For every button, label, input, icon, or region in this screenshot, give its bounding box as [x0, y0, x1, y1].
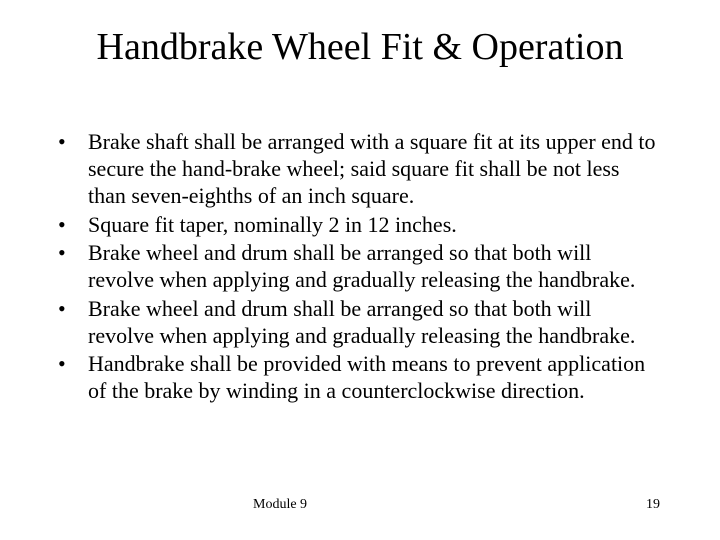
bullet-text: Handbrake shall be provided with means to prevent application of the brake by winding in a counterclockwise direction.	[88, 351, 646, 403]
bullet-marker: •	[58, 129, 66, 154]
bullet-text: Brake wheel and drum shall be arranged so that both will revolve when applying and gradually releasing the handbrake.	[88, 295, 636, 348]
bullet-item	[58, 350, 658, 404]
slide-title: Handbrake Wheel Fit & Operation	[96, 26, 624, 68]
bullet-item	[58, 128, 658, 209]
bullet-item	[58, 211, 658, 238]
bullet-marker: •	[58, 240, 66, 265]
bullet-text: Brake wheel and drum shall be arranged so that both will revolve when applying and gradually releasing the handbrake.	[88, 240, 636, 292]
footer-page-number: 19	[646, 497, 660, 512]
bullet-item	[58, 295, 658, 349]
footer-module-label: Module 9	[253, 497, 308, 512]
bullet-item	[58, 239, 658, 293]
bullet-text: Brake shaft shall be arranged with a square fit at its upper end to secure the hand-brake wheel; said square fit shall be not less than seven-eighths of an inch square.	[88, 129, 656, 208]
bullet-list	[58, 128, 658, 406]
bullet-text: Square fit taper, nominally 2 in 12 inches.	[88, 211, 457, 237]
bullet-marker: •	[58, 295, 66, 321]
bullet-marker: •	[58, 211, 66, 237]
bullet-marker: •	[58, 351, 66, 376]
